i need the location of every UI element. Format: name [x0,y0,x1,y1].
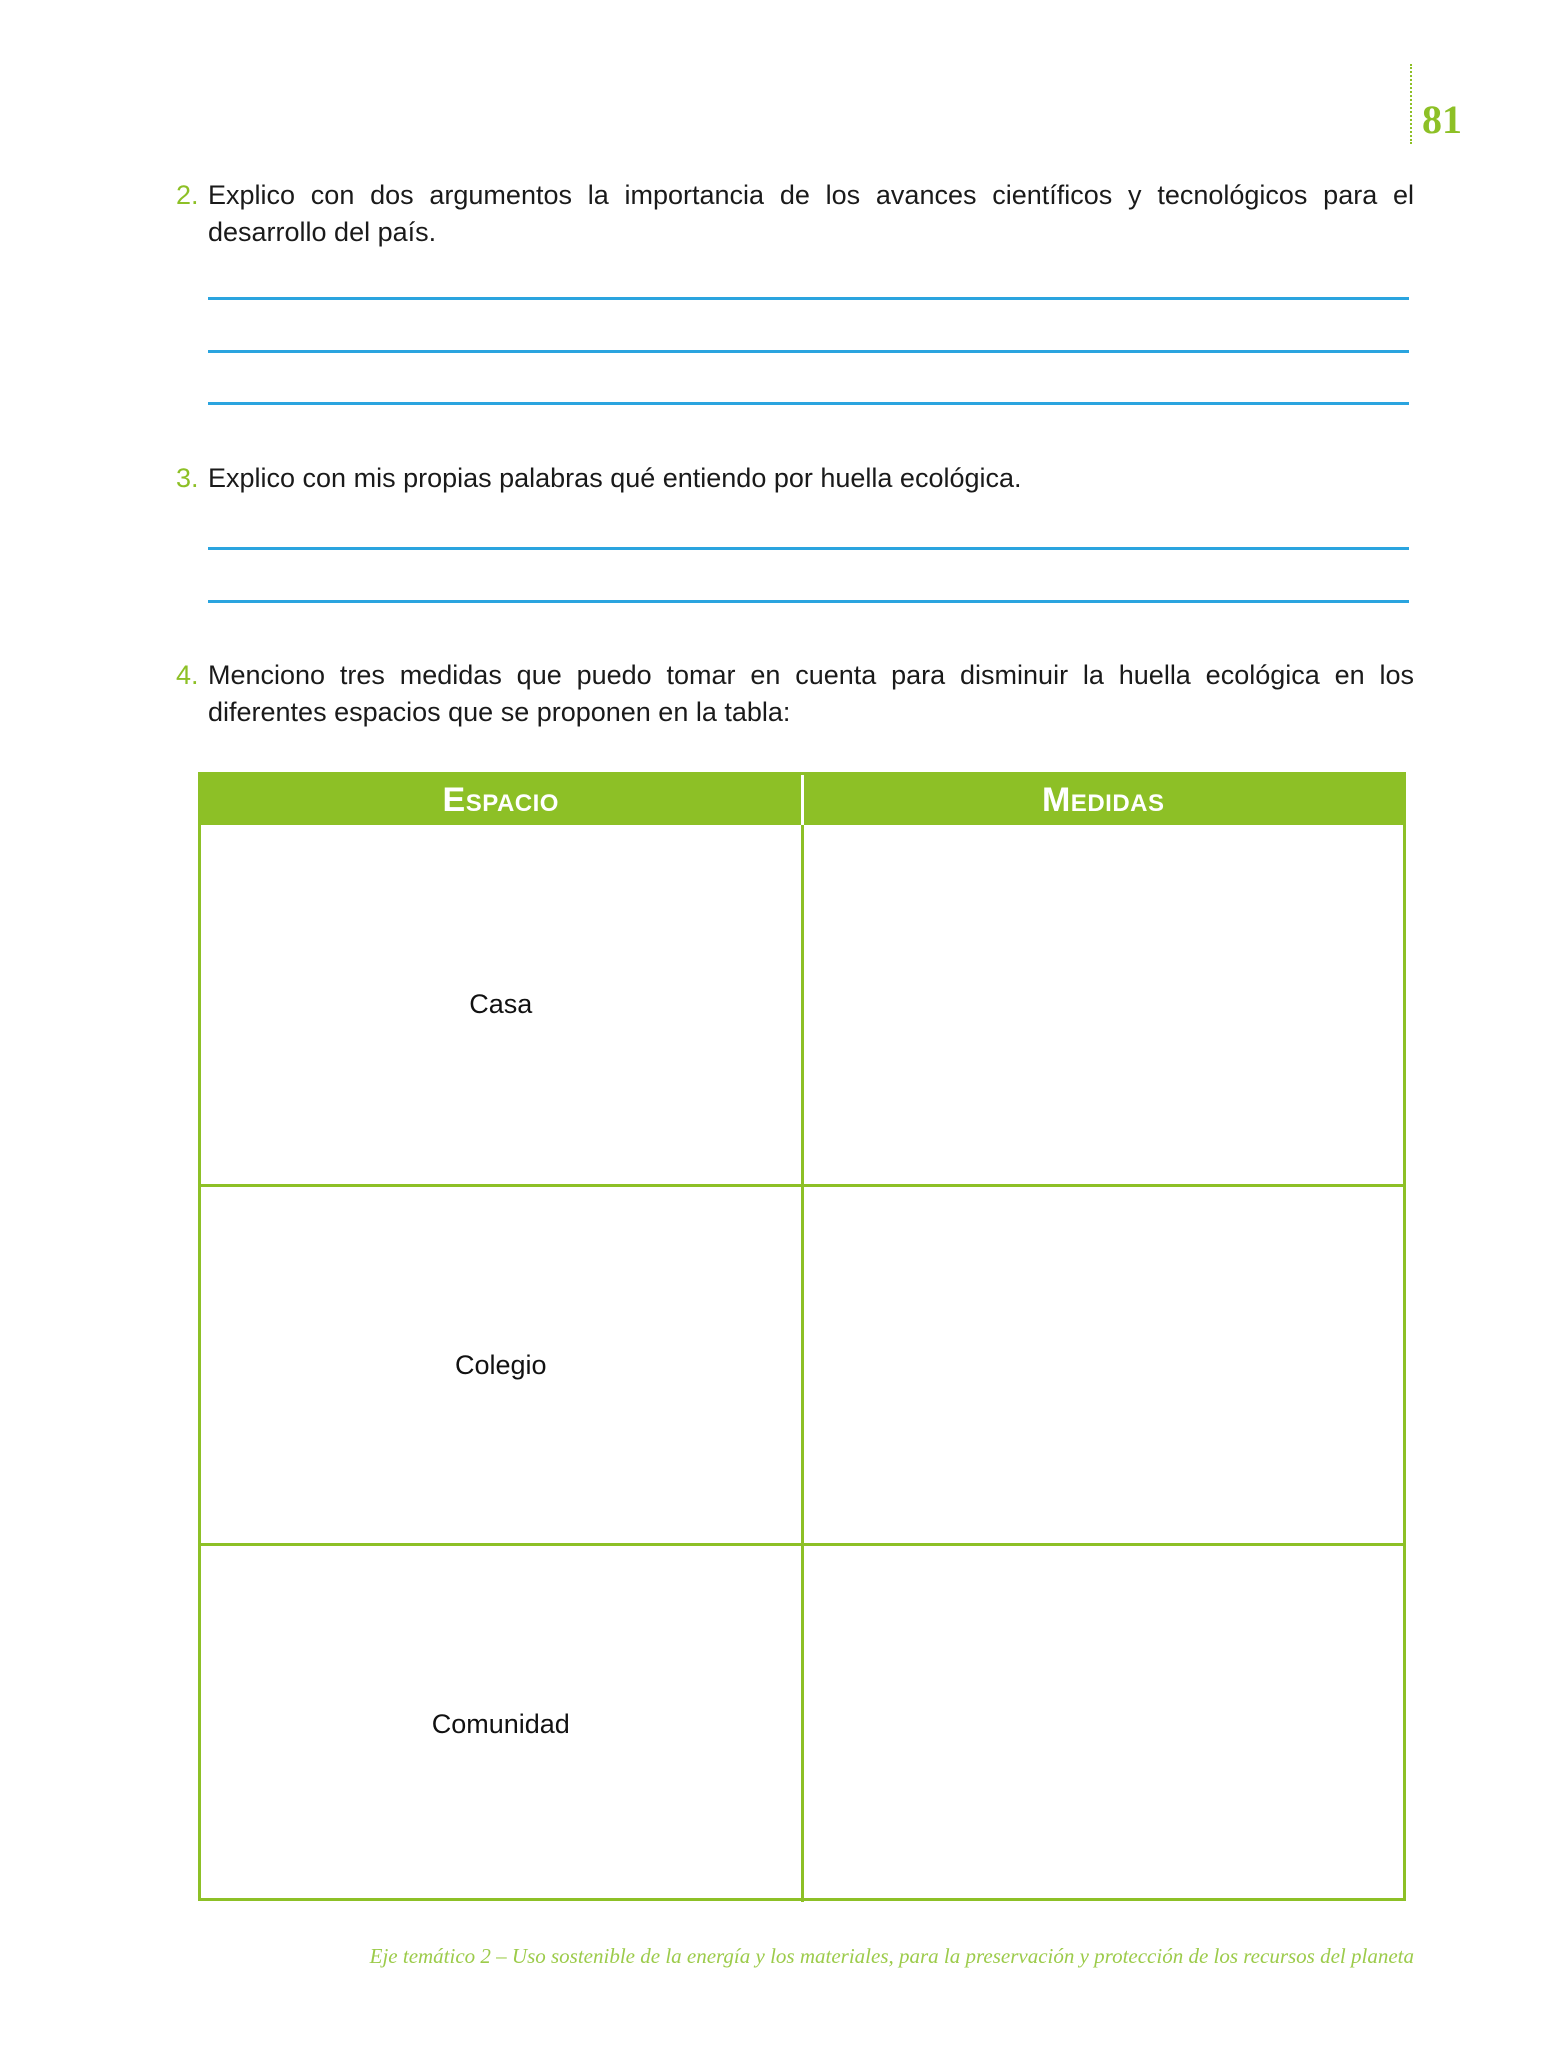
page-number-divider [1410,64,1412,144]
header-medidas: Medidas [801,775,1404,825]
medidas-cell[interactable] [801,1546,1404,1902]
espacio-cell: Casa [469,989,533,1019]
answer-line[interactable] [208,600,1409,603]
question-3 [176,460,1414,497]
question-text: Explico con mis propias palabras qué entiendo por huella ecológica. [208,463,1022,493]
table-row [201,1184,1403,1543]
question-number: 4. [176,660,199,690]
answer-line[interactable] [208,402,1409,405]
answer-line[interactable] [208,350,1409,353]
question-number: 2. [176,180,199,210]
question-2 [176,177,1414,251]
table-row [201,1543,1403,1902]
question-text: Explico con dos argumentos la importancia de los avances científicos y tecnológicos para el desarrollo del país. [208,180,1414,247]
medidas-cell[interactable] [801,825,1404,1184]
question-number: 3. [176,463,199,493]
espacio-cell: Colegio [454,1349,547,1380]
header-espacio: Espacio [442,780,559,819]
table-header [201,775,1403,825]
answer-line[interactable] [208,547,1409,550]
medidas-cell[interactable] [801,1187,1404,1543]
question-4 [176,657,1414,731]
answer-line[interactable] [208,297,1409,300]
page-footer: Eje temático 2 – Uso sostenible de la energía y los materiales, para la preservación y protección de los recursos del planeta [369,1944,1414,1968]
question-text: Menciono tres medidas que puedo tomar en cuenta para disminuir la huella ecológica en los diferentes espacios que se proponen en la tabla: [208,660,1414,727]
table-body [201,825,1403,1898]
measures-table [198,772,1406,1901]
page-number: 81 [1422,97,1462,142]
espacio-cell: Comunidad [431,1708,570,1739]
table-row [201,825,1403,1184]
